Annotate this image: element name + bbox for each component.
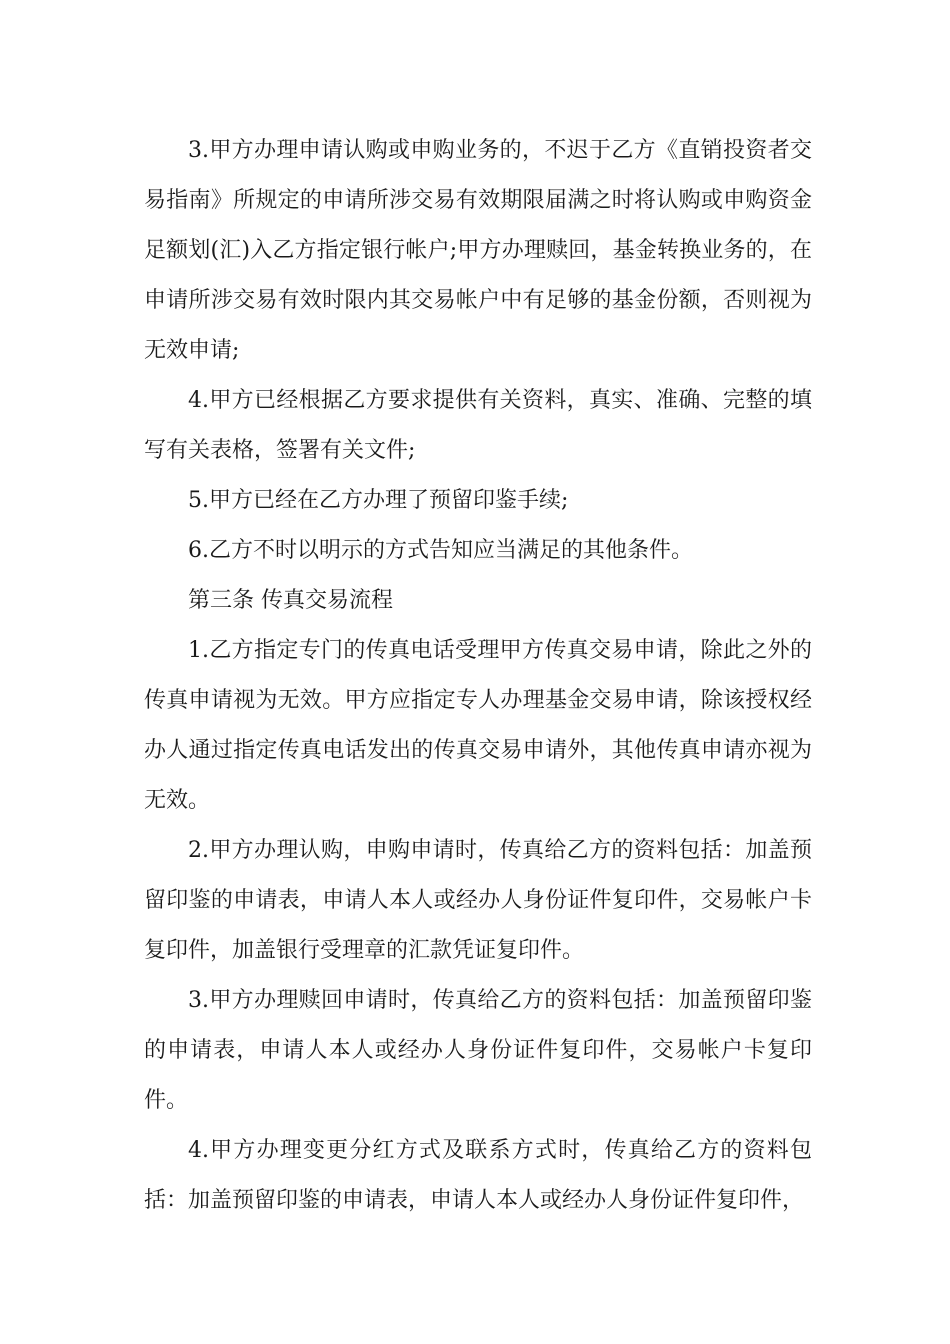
paragraph-change-fax-materials: 4.甲方办理变更分红方式及联系方式时，传真给乙方的资料包括：加盖预留印鉴的申请表，申请人本人或经办人身份证件复印件， [144, 1138, 812, 1213]
document-body [144, 126, 812, 1226]
paragraph-subscription-fax-materials: 2.甲方办理认购，申购申请时，传真给乙方的资料包括：加盖预留印鉴的申请表，申请人本人或经办人身份证件复印件，交易帐户卡复印件，加盖银行受理章的汇款凭证复印件。 [144, 838, 812, 963]
paragraph-redemption-fax-materials: 3.甲方办理赎回申请时，传真给乙方的资料包括：加盖预留印鉴的申请表，申请人本人或经办人身份证件复印件，交易帐户卡复印件。 [144, 988, 812, 1113]
paragraph-other-conditions: 6.乙方不时以明示的方式告知应当满足的其他条件。 [188, 538, 693, 563]
paragraph-documents-provided: 4.甲方已经根据乙方要求提供有关资料，真实、准确、完整的填写有关表格，签署有关文件; [144, 388, 812, 463]
section-heading-fax-process: 第三条 传真交易流程 [188, 588, 393, 613]
paragraph-fax-designation: 1.乙方指定专门的传真电话受理甲方传真交易申请，除此之外的传真申请视为无效。甲方应指定专人办理基金交易申请，除该授权经办人通过指定传真电话发出的传真交易申请外，其他传真申请亦视为无效。 [144, 638, 812, 813]
paragraph-seal-procedure: 5.甲方已经在乙方办理了预留印鉴手续; [188, 488, 569, 513]
paragraph-subscription-conditions: 3.甲方办理申请认购或申购业务的，不迟于乙方《直销投资者交易指南》所规定的申请所涉交易有效期限届满之时将认购或申购资金足额划(汇)入乙方指定银行帐户;甲方办理赎回，基金转换业务的，在申请所涉交易有效时限内其交易帐户中有足够的基金份额，否则视为无效申请; [144, 138, 812, 363]
